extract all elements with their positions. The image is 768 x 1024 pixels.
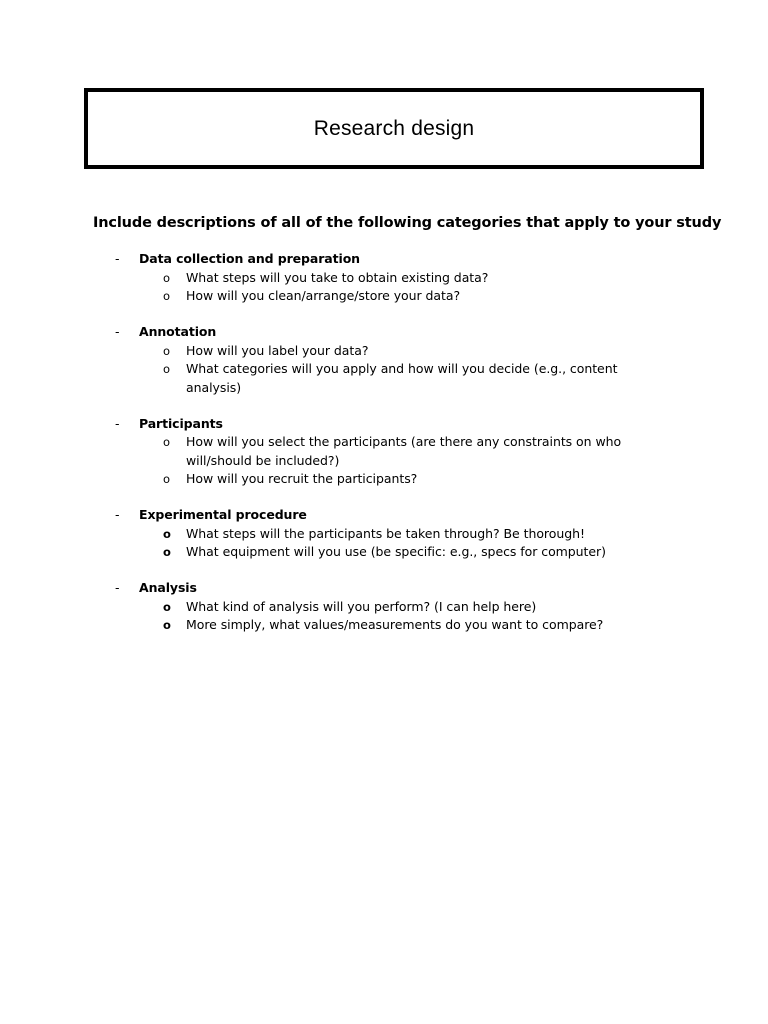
item-text: How will you recruit the participants? <box>186 471 418 486</box>
dash-marker: - <box>115 415 120 431</box>
item-text: What categories will you apply and how will you decide (e.g., content analysis) <box>186 361 618 395</box>
section-label: Annotation <box>139 324 217 339</box>
dash-marker: - <box>115 251 120 266</box>
item-text: How will you select the participants (are there any constraints on who will/should be included?) <box>186 434 622 468</box>
category-list <box>0 250 768 652</box>
bullet-marker: o <box>163 435 170 449</box>
list-item <box>0 616 626 635</box>
section-data-collection <box>0 250 768 306</box>
bullet-marker: o <box>163 472 170 486</box>
intro-heading: Include descriptions of all of the following categories that apply to your study <box>93 215 722 231</box>
bullet-marker: o <box>163 343 170 358</box>
list-item <box>0 470 626 489</box>
section-header <box>0 415 768 434</box>
bullet-marker: o <box>163 545 171 559</box>
section-header <box>0 506 768 525</box>
section-header <box>0 579 768 598</box>
item-text: How will you label your data? <box>186 342 369 358</box>
section-label: Experimental procedure <box>139 507 307 522</box>
dash-marker: - <box>115 507 120 522</box>
section-label: Analysis <box>139 580 197 595</box>
list-item <box>0 598 626 617</box>
document-title: Research design <box>313 116 475 140</box>
section-analysis <box>0 579 768 635</box>
dash-marker: - <box>115 324 120 339</box>
section-participants <box>0 415 768 489</box>
list-item <box>0 360 626 397</box>
item-text: What equipment will you use (be specific: e.g., specs for computer) <box>186 544 606 559</box>
list-item <box>0 287 626 306</box>
section-annotation <box>0 323 768 397</box>
section-label: Participants <box>139 415 223 431</box>
list-item <box>0 525 626 544</box>
section-label: Data collection and preparation <box>139 251 360 266</box>
bullet-marker: o <box>163 618 171 632</box>
item-text: How will you clean/arrange/store your data? <box>186 288 461 303</box>
bullet-marker: o <box>163 270 170 285</box>
list-item <box>0 269 626 288</box>
bullet-marker: o <box>163 526 171 541</box>
section-header <box>0 323 768 342</box>
list-item <box>0 342 626 361</box>
dash-marker: - <box>115 580 120 595</box>
item-text: What steps will you take to obtain existing data? <box>186 269 489 285</box>
title-box <box>84 88 704 169</box>
bullet-marker: o <box>163 362 170 376</box>
item-text: What kind of analysis will you perform? (I can help here) <box>186 598 537 614</box>
list-item <box>0 543 626 562</box>
item-text: What steps will the participants be taken through? Be thorough! <box>186 525 585 541</box>
section-header <box>0 250 768 269</box>
bullet-marker: o <box>163 599 171 614</box>
item-text: More simply, what values/measurements do you want to compare? <box>186 617 604 632</box>
list-item <box>0 433 626 470</box>
section-experimental-procedure <box>0 506 768 562</box>
bullet-marker: o <box>163 289 170 303</box>
